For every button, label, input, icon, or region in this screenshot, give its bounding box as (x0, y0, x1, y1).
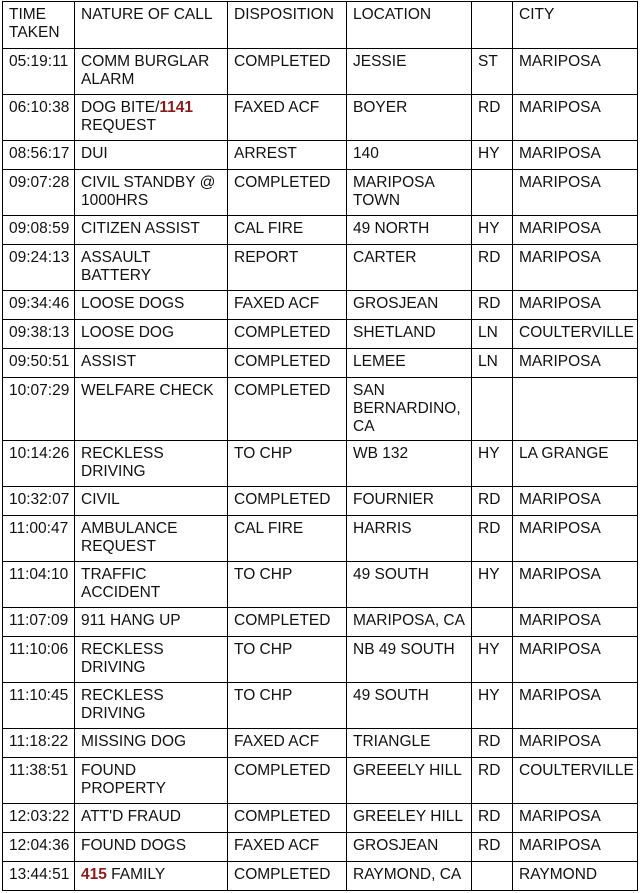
cell-time-taken: 09:50:51 (3, 349, 75, 378)
cell-disposition: COMPLETED (228, 49, 347, 95)
cell-time-taken: 10:14:26 (3, 441, 75, 487)
cell-time-taken: 08:56:17 (3, 141, 75, 170)
cell-nature-of-call (75, 349, 228, 378)
cell-city: MARIPOSA (513, 487, 638, 516)
cell-location: RAYMOND, CA (347, 862, 472, 891)
cell-street-suffix: RD (472, 516, 513, 562)
cell-disposition: TO CHP (228, 562, 347, 608)
cell-street-suffix (472, 378, 513, 441)
cell-location: MARIPOSA, CA (347, 608, 472, 637)
cell-disposition: COMPLETED (228, 862, 347, 891)
nature-text: CITIZEN ASSIST (81, 220, 200, 237)
cell-city: MARIPOSA (513, 95, 638, 141)
nature-text: ASSAULT BATTERY (81, 249, 155, 284)
cell-disposition: CAL FIRE (228, 216, 347, 245)
nature-prefix: DOG BITE/ (81, 99, 160, 116)
cell-nature-of-call (75, 320, 228, 349)
header-disposition: DISPOSITION (228, 2, 347, 49)
cell-location: 49 SOUTH (347, 683, 472, 729)
call-log-table (2, 1, 638, 891)
cell-street-suffix: LN (472, 349, 513, 378)
nature-text: ASSIST (81, 353, 137, 370)
nature-text: COMM BURGLAR ALARM (81, 53, 213, 88)
table-row (3, 804, 638, 833)
cell-location: NB 49 SOUTH (347, 637, 472, 683)
cell-street-suffix (472, 170, 513, 216)
cell-street-suffix: HY (472, 141, 513, 170)
cell-street-suffix: HY (472, 683, 513, 729)
nature-text: RECKLESS DRIVING (81, 641, 169, 676)
cell-time-taken: 10:32:07 (3, 487, 75, 516)
table-row (3, 441, 638, 487)
cell-disposition: FAXED ACF (228, 833, 347, 862)
cell-nature-of-call (75, 758, 228, 804)
nature-text: CIVIL STANDBY @ 1000HRS (81, 174, 220, 209)
nature-text: FOUND PROPERTY (81, 762, 166, 797)
cell-city: RAYMOND (513, 862, 638, 891)
cell-street-suffix: RD (472, 804, 513, 833)
cell-location: GREEELY HILL (347, 758, 472, 804)
cell-nature-of-call (75, 804, 228, 833)
cell-nature-of-call (75, 608, 228, 637)
table-row (3, 170, 638, 216)
table-row (3, 562, 638, 608)
cell-nature-of-call (75, 637, 228, 683)
cell-city: MARIPOSA (513, 804, 638, 833)
cell-street-suffix (472, 608, 513, 637)
table-row (3, 291, 638, 320)
cell-location: FOURNIER (347, 487, 472, 516)
cell-disposition: COMPLETED (228, 378, 347, 441)
nature-text: WELFARE CHECK (81, 382, 214, 399)
cell-city: MARIPOSA (513, 245, 638, 291)
cell-location: SHETLAND (347, 320, 472, 349)
table-row (3, 516, 638, 562)
table-row (3, 729, 638, 758)
cell-disposition: FAXED ACF (228, 729, 347, 758)
cell-nature-of-call (75, 441, 228, 487)
cell-location: JESSIE (347, 49, 472, 95)
nature-text: 911 HANG UP (81, 612, 181, 629)
cell-nature-of-call (75, 562, 228, 608)
header-location: LOCATION (347, 2, 472, 49)
cell-street-suffix: HY (472, 637, 513, 683)
cell-street-suffix: ST (472, 49, 513, 95)
cell-nature-of-call (75, 487, 228, 516)
penal-code: 1141 (159, 99, 194, 116)
header-row (3, 2, 638, 49)
cell-nature-of-call (75, 729, 228, 758)
table-row (3, 758, 638, 804)
nature-text: LOOSE DOG (81, 324, 175, 341)
cell-time-taken: 11:00:47 (3, 516, 75, 562)
cell-city: MARIPOSA (513, 683, 638, 729)
cell-nature-of-call (75, 291, 228, 320)
table-row (3, 637, 638, 683)
cell-nature-of-call (75, 516, 228, 562)
header-suffix (472, 2, 513, 49)
table-row (3, 487, 638, 516)
cell-city: LA GRANGE (513, 441, 638, 487)
cell-nature-of-call (75, 833, 228, 862)
nature-text: MISSING DOG (81, 733, 187, 750)
cell-disposition: CAL FIRE (228, 516, 347, 562)
cell-location: TRIANGLE (347, 729, 472, 758)
nature-text: LOOSE DOGS (81, 295, 185, 312)
header-nature-of-call: NATURE OF CALL (75, 2, 228, 49)
cell-nature-of-call (75, 141, 228, 170)
cell-nature-of-call (75, 170, 228, 216)
table-row (3, 216, 638, 245)
cell-time-taken: 11:38:51 (3, 758, 75, 804)
nature-text: FAMILY (106, 866, 166, 883)
cell-city: MARIPOSA (513, 637, 638, 683)
cell-city: MARIPOSA (513, 141, 638, 170)
cell-nature-of-call (75, 683, 228, 729)
cell-street-suffix (472, 862, 513, 891)
cell-location: BOYER (347, 95, 472, 141)
table-row (3, 862, 638, 891)
cell-location: GROSJEAN (347, 291, 472, 320)
cell-location: CARTER (347, 245, 472, 291)
cell-street-suffix: HY (472, 562, 513, 608)
cell-time-taken: 11:07:09 (3, 608, 75, 637)
nature-text: DUI (81, 145, 108, 162)
cell-nature-of-call (75, 378, 228, 441)
cell-disposition: COMPLETED (228, 320, 347, 349)
cell-disposition: COMPLETED (228, 487, 347, 516)
header-city: CITY (513, 2, 638, 49)
cell-street-suffix: RD (472, 291, 513, 320)
nature-text: RECKLESS DRIVING (81, 445, 169, 480)
cell-disposition: COMPLETED (228, 349, 347, 378)
cell-location: SAN BERNARDINO, CA (347, 378, 472, 441)
cell-time-taken: 05:19:11 (3, 49, 75, 95)
cell-disposition: COMPLETED (228, 170, 347, 216)
cell-disposition: FAXED ACF (228, 95, 347, 141)
cell-disposition: FAXED ACF (228, 291, 347, 320)
cell-street-suffix: HY (472, 216, 513, 245)
cell-time-taken: 06:10:38 (3, 95, 75, 141)
nature-text: TRAFFIC ACCIDENT (81, 566, 161, 601)
cell-nature-of-call (75, 95, 228, 141)
cell-city: MARIPOSA (513, 608, 638, 637)
nature-text: ATT'D FRAUD (81, 808, 181, 825)
cell-time-taken: 13:44:51 (3, 862, 75, 891)
table-row (3, 608, 638, 637)
cell-disposition: COMPLETED (228, 804, 347, 833)
cell-time-taken: 11:10:06 (3, 637, 75, 683)
cell-location: LEMEE (347, 349, 472, 378)
cell-city: MARIPOSA (513, 216, 638, 245)
header-time-taken: TIME TAKEN (3, 2, 75, 49)
cell-location: 49 NORTH (347, 216, 472, 245)
table-row (3, 49, 638, 95)
cell-nature-of-call (75, 862, 228, 891)
cell-time-taken: 12:03:22 (3, 804, 75, 833)
cell-disposition: TO CHP (228, 441, 347, 487)
cell-street-suffix: RD (472, 95, 513, 141)
cell-disposition: TO CHP (228, 637, 347, 683)
cell-city: MARIPOSA (513, 516, 638, 562)
nature-text: REQUEST (81, 99, 198, 134)
cell-city: MARIPOSA (513, 562, 638, 608)
cell-nature-of-call (75, 49, 228, 95)
nature-text: FOUND DOGS (81, 837, 187, 854)
cell-street-suffix: RD (472, 729, 513, 758)
cell-city: MARIPOSA (513, 49, 638, 95)
cell-time-taken: 09:08:59 (3, 216, 75, 245)
nature-text: AMBULANCE REQUEST (81, 520, 182, 555)
cell-disposition: TO CHP (228, 683, 347, 729)
cell-time-taken: 12:04:36 (3, 833, 75, 862)
cell-city: MARIPOSA (513, 291, 638, 320)
cell-city: MARIPOSA (513, 729, 638, 758)
cell-nature-of-call (75, 245, 228, 291)
table-row (3, 378, 638, 441)
table-row (3, 349, 638, 378)
cell-street-suffix: HY (472, 441, 513, 487)
cell-time-taken: 09:24:13 (3, 245, 75, 291)
cell-time-taken: 09:34:46 (3, 291, 75, 320)
cell-disposition: COMPLETED (228, 608, 347, 637)
cell-location: 49 SOUTH (347, 562, 472, 608)
cell-time-taken: 09:38:13 (3, 320, 75, 349)
cell-location: 140 (347, 141, 472, 170)
nature-text: RECKLESS DRIVING (81, 687, 169, 722)
table-row (3, 141, 638, 170)
cell-street-suffix: RD (472, 245, 513, 291)
cell-city: COULTERVILLE (513, 320, 638, 349)
cell-location: MARIPOSA TOWN (347, 170, 472, 216)
nature-text: CIVIL (81, 491, 120, 508)
cell-city: MARIPOSA (513, 170, 638, 216)
cell-disposition: ARREST (228, 141, 347, 170)
cell-disposition: COMPLETED (228, 758, 347, 804)
cell-location: GROSJEAN (347, 833, 472, 862)
cell-disposition: REPORT (228, 245, 347, 291)
table-row (3, 683, 638, 729)
table-row (3, 95, 638, 141)
table-row (3, 833, 638, 862)
cell-time-taken: 11:10:45 (3, 683, 75, 729)
cell-city: COULTERVILLE (513, 758, 638, 804)
cell-time-taken: 11:18:22 (3, 729, 75, 758)
table-row (3, 245, 638, 291)
cell-city (513, 378, 638, 441)
cell-time-taken: 10:07:29 (3, 378, 75, 441)
cell-location: WB 132 (347, 441, 472, 487)
cell-street-suffix: LN (472, 320, 513, 349)
cell-time-taken: 11:04:10 (3, 562, 75, 608)
penal-code: 415 (81, 866, 107, 883)
cell-nature-of-call (75, 216, 228, 245)
cell-location: GREELEY HILL (347, 804, 472, 833)
cell-city: MARIPOSA (513, 833, 638, 862)
cell-street-suffix: RD (472, 758, 513, 804)
cell-street-suffix: RD (472, 833, 513, 862)
cell-street-suffix: RD (472, 487, 513, 516)
cell-location: HARRIS (347, 516, 472, 562)
cell-city: MARIPOSA (513, 349, 638, 378)
cell-time-taken: 09:07:28 (3, 170, 75, 216)
table-row (3, 320, 638, 349)
